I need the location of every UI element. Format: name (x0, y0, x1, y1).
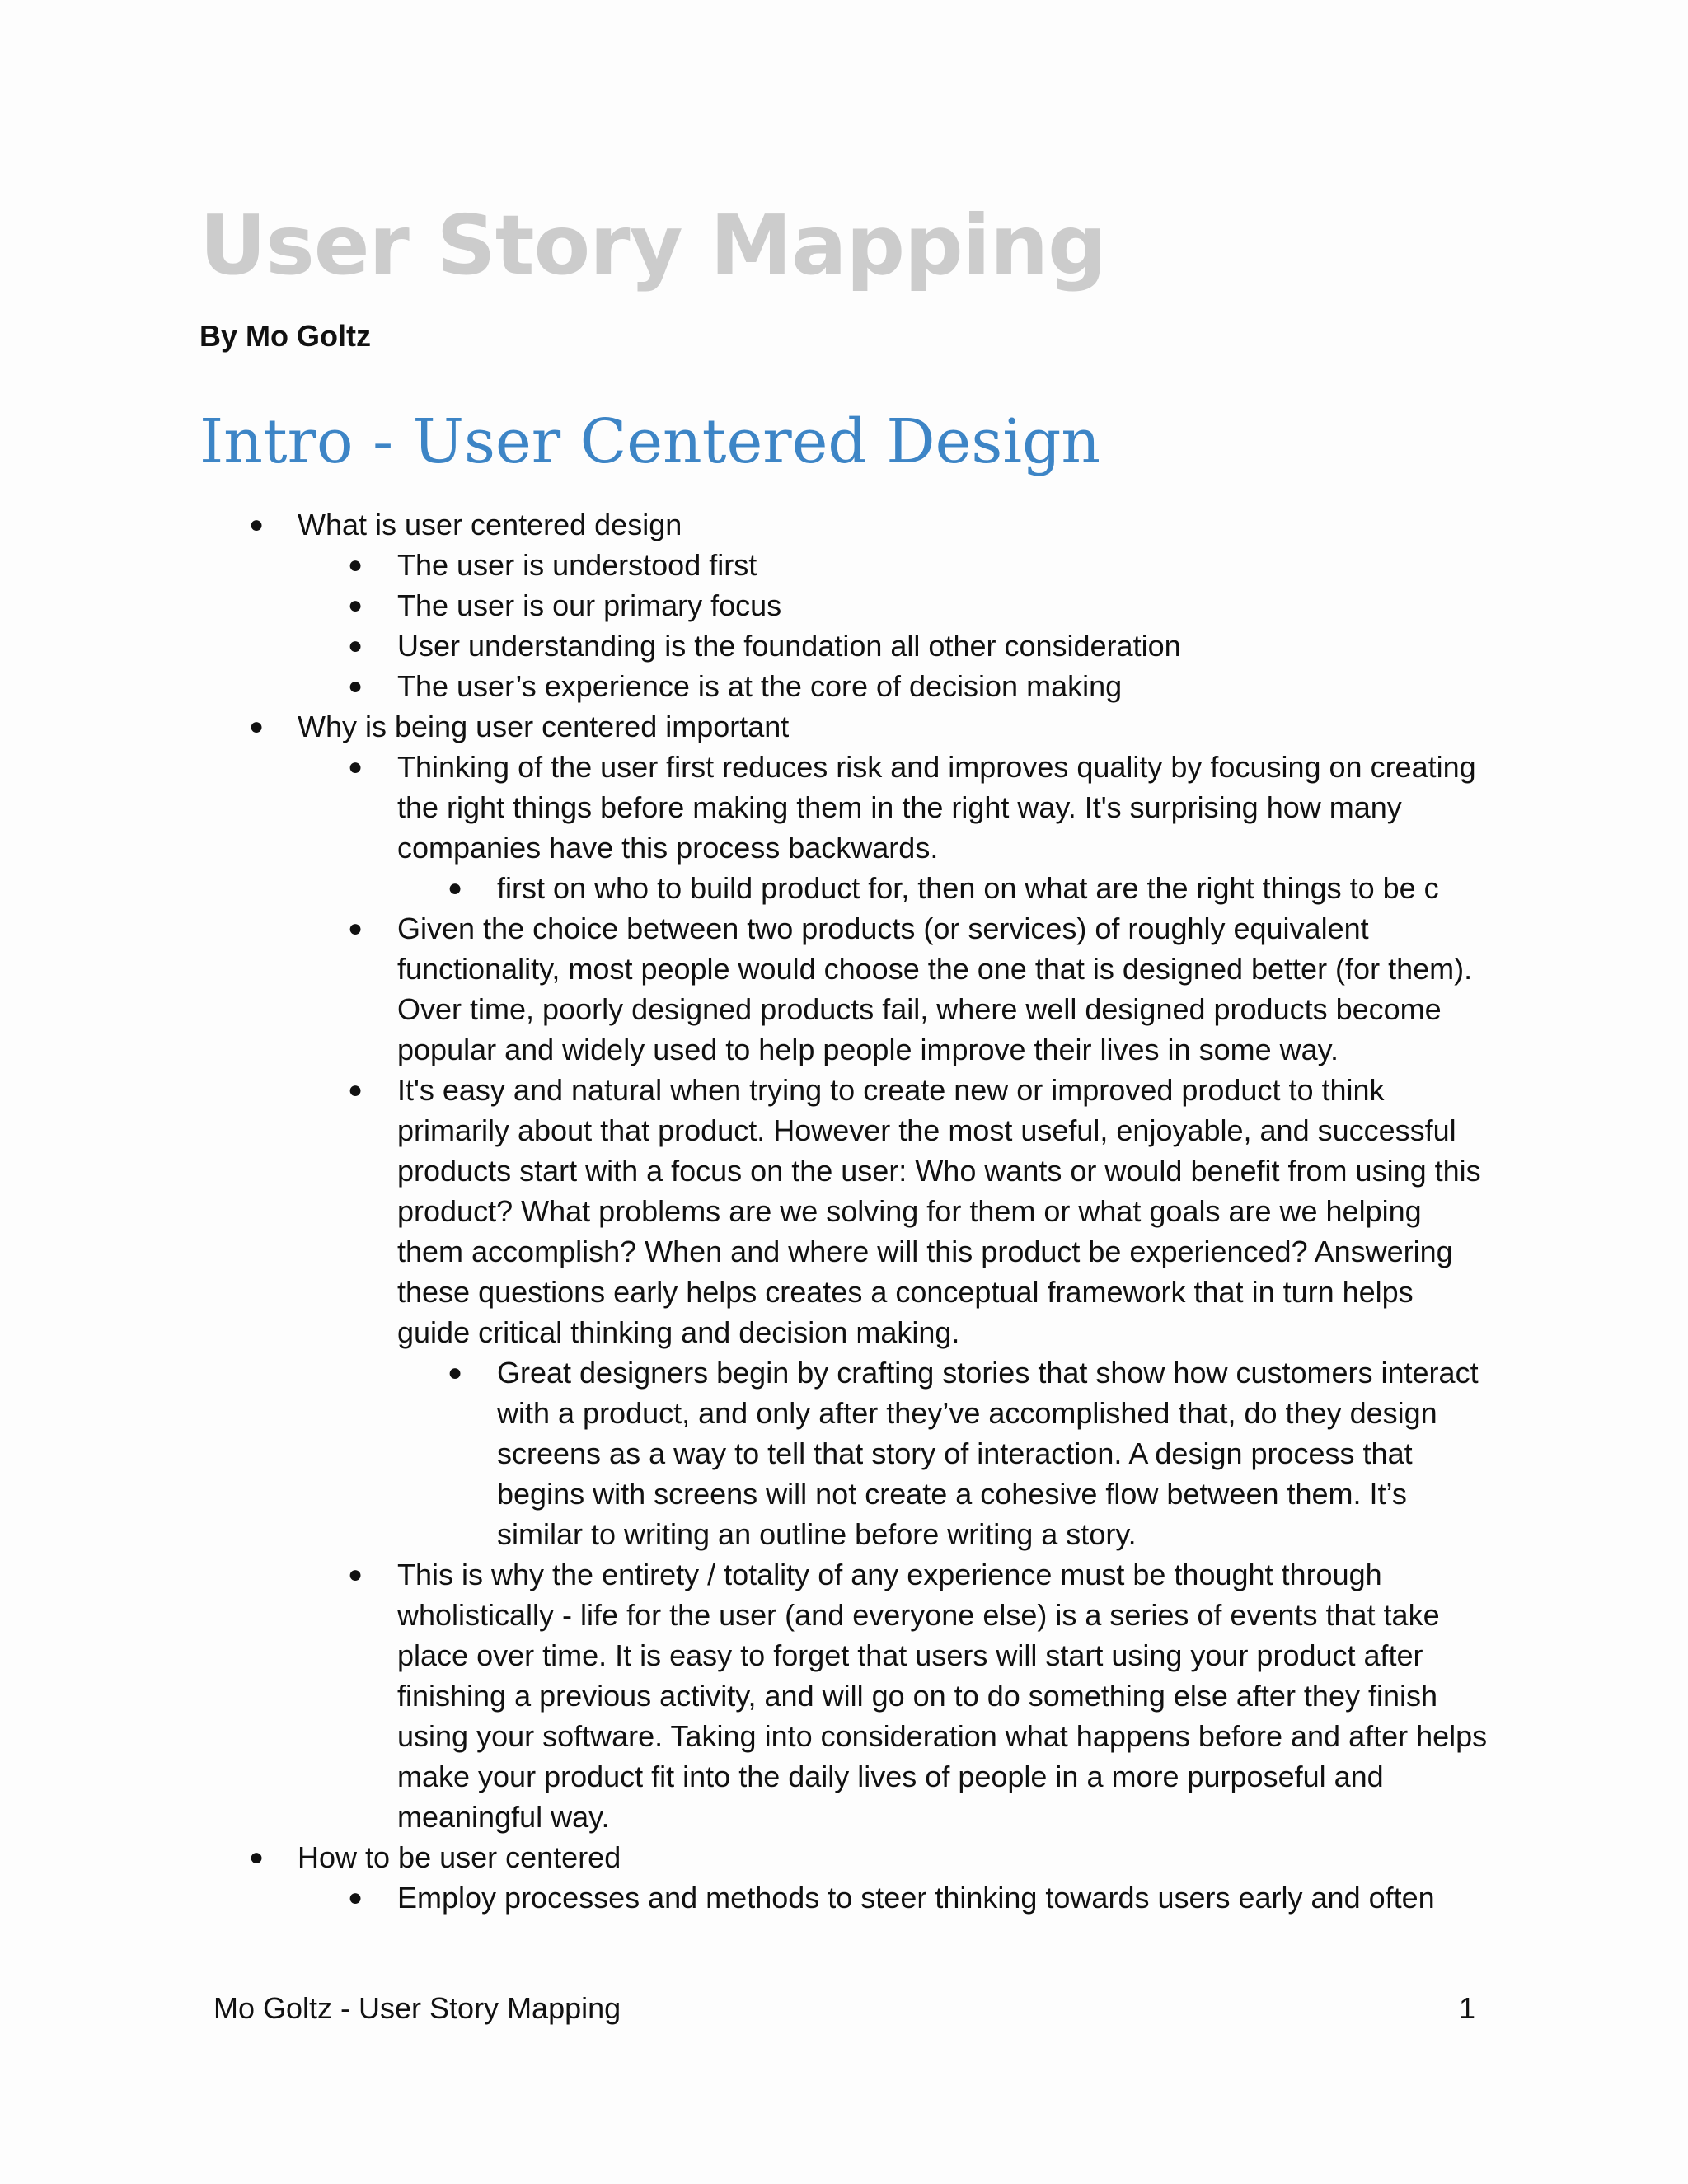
list-item-text: The user is our primary focus (397, 588, 782, 622)
list-item (0, 1837, 1688, 1877)
list-item-text: Given the choice between two products (or services) of roughly equivalent functionality, most people would choose the one that is designed better (for them). Over time, poorly designed products fail, where well designed products become popular and widely used to help people improve their lives in some way. (397, 912, 1473, 1066)
list-item (0, 504, 1688, 545)
footer-title: Mo Goltz - User Story Mapping (213, 1991, 621, 2025)
list-item (0, 666, 1688, 706)
bullet-icon: ● (348, 1884, 363, 1911)
bullet-icon: ● (249, 1844, 265, 1871)
bullet-icon: ● (448, 1359, 463, 1386)
bullet-icon: ● (249, 713, 265, 740)
list-item-text: Employ processes and methods to steer thinking towards users early and often (397, 1881, 1435, 1915)
list-item (0, 1070, 1688, 1352)
bullet-icon: ● (448, 874, 463, 902)
list-item-text: The user’s experience is at the core of decision making (397, 669, 1123, 703)
bullet-icon: ● (348, 673, 363, 700)
bullet-icon: ● (348, 753, 363, 780)
bullet-icon: ● (348, 592, 363, 619)
outline-list (0, 504, 1688, 1918)
bullet-icon: ● (348, 1561, 363, 1588)
list-item-text: The user is understood first (397, 548, 757, 582)
list-item (0, 706, 1688, 747)
document-title: User Story Mapping (199, 197, 1106, 293)
list-item-text: It's easy and natural when trying to create new or improved product to think primarily about that product. However the most useful, enjoyable, and successful products start with a focus on the user: Who wants or would benefit from using this product? What problems are we solving for them or what goals are we helping them accomplish? When and where will this product be experienced? Answering these questions early helps creates a conceptual framework that in turn helps guide critical thinking and decision making. (397, 1073, 1481, 1349)
list-item (0, 585, 1688, 626)
list-item-text: Thinking of the user first reduces risk and improves quality by focusing on creating the right things before making them in the right way. It's surprising how many companies have this process backwards. (397, 750, 1476, 865)
list-item-text: What is user centered design (298, 508, 682, 541)
list-item (0, 1554, 1688, 1837)
list-item-text: This is why the entirety / totality of any experience must be thought through wholistically - life for the user (and everyone else) is a series of events that take place over time. It is easy to forget that users will start using your product after finishing a previous activity, and will go on to do something else after they finish using your software. Taking into consideration what happens before and after helps make your product fit into the daily lives of people in a more purposeful and meaningful way. (397, 1558, 1488, 1834)
list-item (0, 1352, 1688, 1554)
list-item-text: Great designers begin by crafting stories that show how customers interact with a product, and only after they’ve accomplished that, do they design screens as a way to tell that story of interaction. A design process that begins with screens will not create a cohesive flow between them. It’s similar to writing an outline before writing a story. (497, 1356, 1479, 1551)
list-item (0, 747, 1688, 868)
bullet-icon: ● (348, 551, 363, 579)
list-item (0, 868, 1688, 908)
list-item-text: User understanding is the foundation all other consideration (397, 629, 1181, 663)
list-item-text: first on who to build product for, then on what are the right things to be c (497, 871, 1439, 905)
list-item (0, 626, 1688, 666)
bullet-icon: ● (348, 1076, 363, 1104)
list-item-text: How to be user centered (298, 1840, 621, 1874)
list-item (0, 545, 1688, 585)
bullet-icon: ● (348, 632, 363, 659)
page-number: 1 (1458, 1991, 1475, 2025)
author-byline: By Mo Goltz (199, 319, 371, 353)
bullet-icon: ● (249, 511, 265, 538)
bullet-icon: ● (348, 915, 363, 942)
list-item-text: Why is being user centered important (298, 710, 790, 743)
list-item (0, 1877, 1688, 1918)
list-item (0, 908, 1688, 1070)
section-heading: Intro - User Centered Design (199, 406, 1101, 477)
